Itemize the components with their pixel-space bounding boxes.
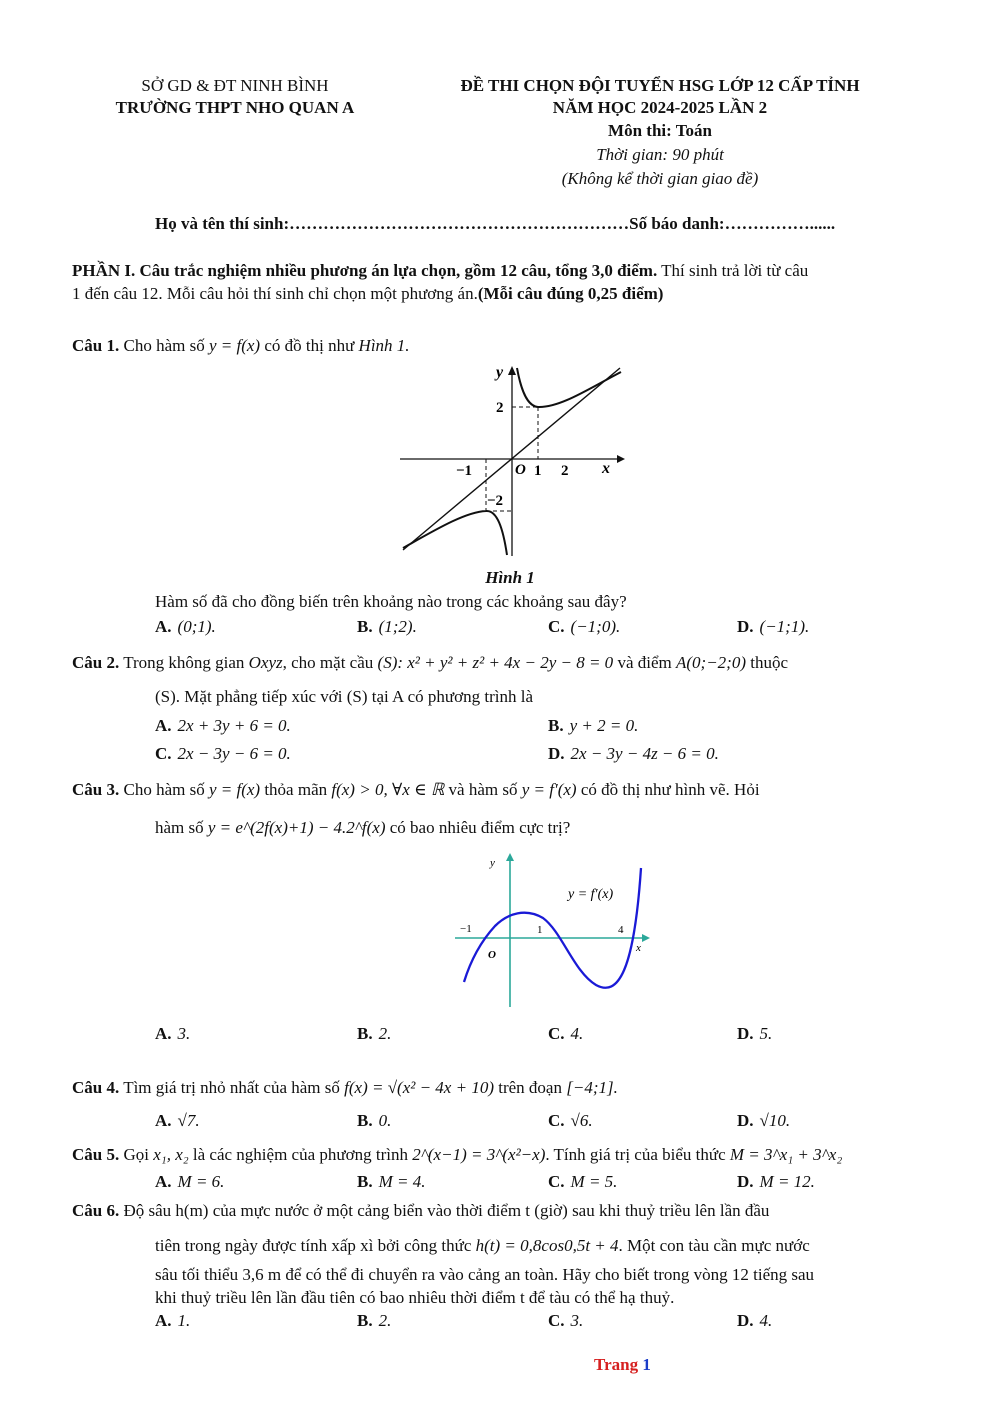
candidate-line [155,214,835,234]
q5-option [548,1172,617,1192]
q1-fig-caption: Hình 1 [485,568,535,587]
page-number: 1 [642,1355,651,1374]
q1-label-y: y [496,364,504,381]
q3-option-letter: B. [357,1024,373,1043]
q2-option-text: y + 2 = 0. [569,716,639,735]
q2-option-text: 2x + 3y + 6 = 0. [177,716,291,735]
q3-text: có đồ thị như hình vẽ. Hỏi [580,780,760,799]
q2-stem-line2: (S). Mặt phẳng tiếp xúc với (S) tại A có phương trình là [155,687,534,706]
q3-option-letter: A. [155,1024,172,1043]
q5-expr: M = 3^x₁ + 3^x₂ [729,1145,843,1164]
time-note: (Không kể thời gian giao đề) [561,169,759,188]
q6-label: Câu 6. [72,1201,120,1220]
q1-question: Hàm số đã cho đồng biến trên khoảng nào trong các khoảng sau đây? [155,592,627,611]
q5-option [737,1172,815,1192]
q2-text: và điểm [617,653,672,672]
q2-option [548,744,719,764]
part1-title: PHẦN I. Câu trắc nghiệm nhiều phương án lựa chọn, gồm 12 câu, tổng 3,0 điểm. [72,261,658,280]
q3-graph [450,850,660,1010]
q2-option-letter: D. [548,744,565,763]
q5-option-text: M = 5. [570,1172,618,1191]
q1-option-letter: C. [548,617,565,636]
subject: Môn thi: Toán [608,121,712,140]
q5-option-letter: D. [737,1172,754,1191]
q1-text-a: Cho hàm số [123,336,205,355]
q1-label-neg1: −1 [456,463,473,479]
q2-option [548,716,638,736]
q3-option-text: 2. [378,1024,392,1043]
q1-label-neg2: −2 [487,493,504,509]
q6-option-letter: B. [357,1311,373,1330]
q4-formula: f(x) = √(x² − 4x + 10) [344,1078,494,1097]
q5-option-letter: A. [155,1172,172,1191]
q1-option [357,617,417,637]
page-word: Trang [594,1355,639,1374]
q4-option-letter: B. [357,1111,373,1130]
q4-option-letter: C. [548,1111,565,1130]
q3-text: và hàm số [448,780,518,799]
part1-line1 [72,261,808,281]
q1-graph [395,360,630,560]
q1-stem [72,336,410,356]
q4-option [357,1111,391,1131]
q6-option [357,1311,391,1331]
q5-text: Gọi [123,1145,149,1164]
q2-option-letter: A. [155,716,172,735]
q3-f3: y = e^(2f(x)+1) − 4.2^f(x) [207,818,386,837]
q4-label: Câu 4. [72,1078,120,1097]
q3-option-text: 4. [570,1024,584,1043]
q1-label-origin: O [515,462,526,478]
q5-option-letter: C. [548,1172,565,1191]
part1-line2 [72,284,663,304]
q3-option-text: 5. [759,1024,773,1043]
q1-fig-ref: Hình 1. [358,336,410,355]
q3-option [548,1024,583,1044]
q4-option-text: 0. [378,1111,392,1130]
q5-stem [72,1145,842,1165]
q3-f1: y = f(x) [208,780,261,799]
q6-option-letter: C. [548,1311,565,1330]
q3-label-neg1: −1 [460,923,472,935]
q3-option [737,1024,772,1044]
q1-x-arrow [617,455,625,463]
q3-option [357,1024,391,1044]
number-label: Số báo danh: [629,214,725,233]
q6-option-text: 3. [570,1311,584,1330]
school-year: NĂM HỌC 2024-2025 LẦN 2 [552,98,768,117]
q3-stem-line2 [155,818,570,838]
q2-option [155,744,291,764]
q1-y-arrow [508,366,516,375]
q5-option [155,1172,224,1192]
q4-option [737,1111,790,1131]
q3-f2: y = f′(x) [521,780,577,799]
q5-vars: x₁, x₂ [153,1145,189,1164]
q6-stem-line4: khi thuỷ triều lên lần đầu tiên có bao nhiêu thời điểm t để tàu có thể hạ thuỷ. [155,1288,675,1307]
q3-curve-label: y = f′(x) [568,887,614,902]
q1-option-text: (−1;0). [570,617,621,636]
q2-text: Trong không gian [123,653,245,672]
q1-label-x: x [602,460,610,477]
q4-option [548,1111,593,1131]
q1-option-letter: D. [737,617,754,636]
q2-label: Câu 2. [72,653,120,672]
q6-option [548,1311,583,1331]
q6-option [737,1311,772,1331]
q3-cond: f(x) > 0, ∀x ∈ ℝ [331,780,445,799]
q2-point: A(0;−2;0) [675,653,746,672]
q3-label-origin: O [488,949,496,961]
q6-stem-line1 [72,1201,769,1221]
q2-option-text: 2x − 3y − 6 = 0. [177,744,291,763]
q6-option-letter: A. [155,1311,172,1330]
q6-text: Độ sâu h(m) của mực nước ở một cảng biển vào thời điểm t (giờ) sau khi thuỷ triều lên lần đầu [123,1201,770,1220]
q3-y-arrow [506,853,514,861]
q1-option-text: (0;1). [177,617,216,636]
q3-text: hàm số [155,818,204,837]
q1-option [155,617,216,637]
name-label: Họ và tên thí sinh: [155,214,290,233]
q3-label-y: y [490,857,495,869]
q3-option-letter: D. [737,1024,754,1043]
q2-option-letter: B. [548,716,564,735]
exam-title: ĐỀ THI CHỌN ĐỘI TUYỂN HSG LỚP 12 CẤP TỈNH [460,76,860,95]
q4-interval: [−4;1]. [566,1078,618,1097]
q4-stem [72,1078,618,1098]
q6-option-text: 4. [759,1311,773,1330]
q2-option [155,716,291,736]
q3-text: thỏa mãn [264,780,328,799]
q5-text: là các nghiệm của phương trình [192,1145,408,1164]
q4-option-letter: A. [155,1111,172,1130]
part1-text2: 1 đến câu 12. Mỗi câu hỏi thí sinh chỉ chọn một phương án. [72,284,478,303]
q4-text: trên đoạn [498,1078,562,1097]
q2-option-letter: C. [155,744,172,763]
q5-option-text: M = 6. [177,1172,225,1191]
q1-label-1: 1 [534,463,542,479]
name-dots: …………………………………………………… [289,214,630,233]
q3-text: có bao nhiêu điểm cực trị? [389,818,571,837]
q6-text: tiên trong ngày được tính xấp xì bởi công thức [155,1236,472,1255]
part1-text: Thí sinh trả lời từ câu [657,261,809,280]
school-department: SỞ GD & ĐT NINH BÌNH [141,76,329,95]
q1-option [548,617,620,637]
q1-label-2: 2 [496,400,504,416]
q4-option-text: √7. [177,1111,200,1130]
q5-option [357,1172,425,1192]
q2-oxyz: Oxyz [248,653,283,672]
q2-text: , cho mặt cầu [282,653,374,672]
q3-option-text: 3. [177,1024,191,1043]
q6-option-text: 2. [378,1311,392,1330]
q6-text: . Một con tàu cần mực nước [618,1236,810,1255]
q1-curve-right [517,368,621,407]
q3-option-letter: C. [548,1024,565,1043]
q6-stem-line2 [155,1236,810,1256]
q1-option-letter: B. [357,617,373,636]
q6-option [155,1311,190,1331]
q3-stem-line1 [72,780,760,800]
school-name: TRƯỜNG THPT NHO QUAN A [115,98,355,117]
q4-option-letter: D. [737,1111,754,1130]
q1-option [737,617,809,637]
q1-label: Câu 1. [72,336,120,355]
q1-option-letter: A. [155,617,172,636]
q1-option-text: (−1;1). [759,617,810,636]
page-footer [594,1355,651,1375]
exam-time: Thời gian: 90 phút [596,145,724,164]
q4-text: Tìm giá trị nhỏ nhất của hàm số [123,1078,340,1097]
q2-stem-line1 [72,653,788,673]
q5-text: . Tính giá trị của biểu thức [545,1145,726,1164]
q6-stem-line3: sâu tối thiểu 3,6 m để có thể đi chuyển ra vào cảng an toàn. Hãy cho biết trong vòng 12 tiếng sau [155,1265,815,1284]
q5-option-letter: B. [357,1172,373,1191]
q3-label-x: x [636,942,641,954]
q3-derivative-curve [464,868,641,988]
q6-option-letter: D. [737,1311,754,1330]
q2-option-text: 2x − 3y − 4z − 6 = 0. [570,744,719,763]
number-dots: ……………...... [724,214,836,233]
q2-sphere: (S): x² + y² + z² + 4x − 2y − 8 = 0 [377,653,614,672]
q1-option-text: (1;2). [378,617,417,636]
part1-score-note: (Mỗi câu đúng 0,25 điểm) [477,284,664,303]
q1-label-2x: 2 [561,463,569,479]
q1-text-b: có đồ thị như [264,336,355,355]
q2-text: thuộc [750,653,789,672]
q5-option-text: M = 4. [378,1172,426,1191]
q4-option-text: √10. [759,1111,791,1130]
q6-option-text: 1. [177,1311,191,1330]
q1-formula: y = f(x) [208,336,261,355]
q6-formula: h(t) = 0,8cos0,5t + 4 [475,1236,619,1255]
q3-text: Cho hàm số [123,780,205,799]
q3-label-1: 1 [537,924,543,936]
q3-x-arrow [642,934,650,942]
q4-option-text: √6. [570,1111,593,1130]
q5-equation: 2^(x−1) = 3^(x²−x) [412,1145,546,1164]
q5-option-text: M = 12. [759,1172,815,1191]
q3-label: Câu 3. [72,780,120,799]
q4-option [155,1111,200,1131]
q3-label-4: 4 [618,924,624,936]
q3-option [155,1024,190,1044]
q1-curve-left [403,511,507,555]
q5-label: Câu 5. [72,1145,120,1164]
